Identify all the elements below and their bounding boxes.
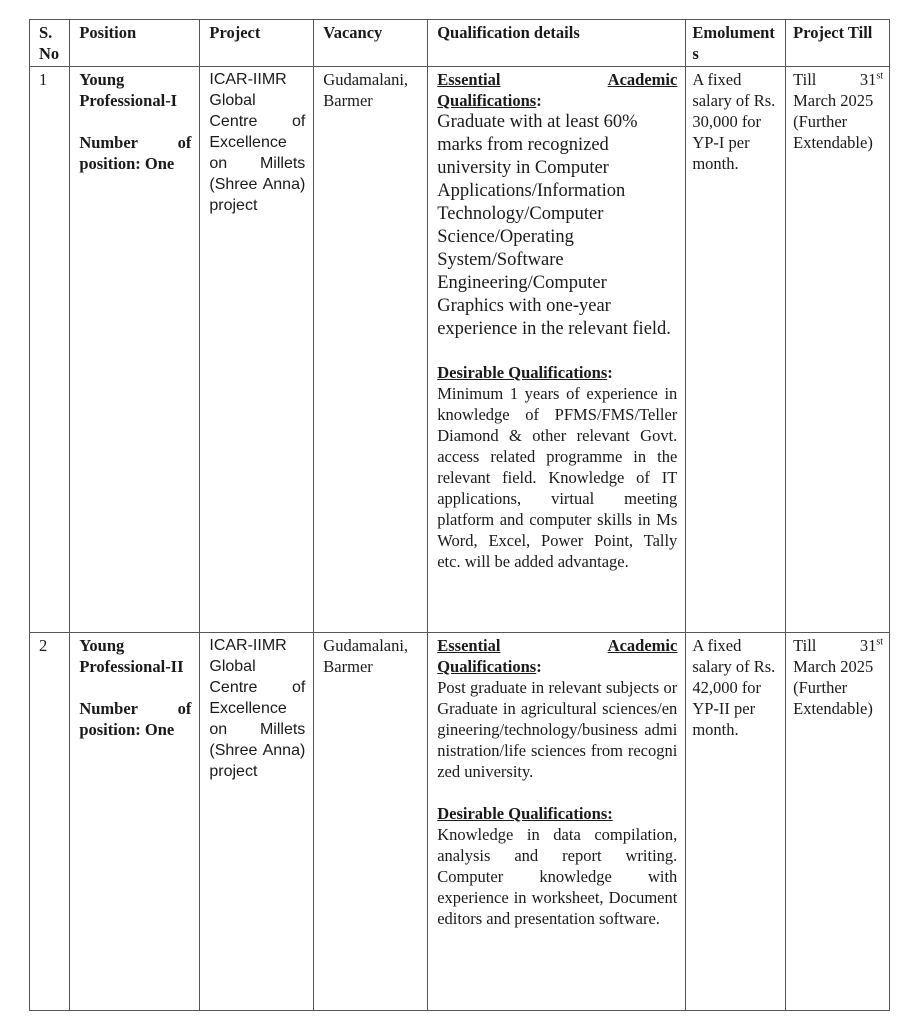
header-qualification: Qualification details [428, 20, 686, 67]
till-line: Till 31st [793, 70, 883, 89]
position-count [79, 698, 191, 740]
till-rest: March 2025 (Further Extendable) [793, 657, 874, 718]
essential-heading: Essential Academic [437, 70, 678, 89]
header-emoluments: Emoluments [686, 20, 786, 67]
essential-text: Graduate with at least 60% marks from recognized university in Computer Applications/Information Technology/Computer Science/Operating System/Software Engineering/Computer Graphics with one-year experience in the relevant field. [437, 112, 671, 339]
desirable-text: Minimum 1 years of experience in knowledge of PFMS/FMS/Teller Diamond & other relevant Govt. access related programme in the relevant field. Knowledge of IT applications, virtual meeting platform and computer skills in Ms Word, Excel, Power Point, Tally etc. will be added advantage. [437, 384, 678, 571]
document-page [29, 19, 890, 1011]
cell-project: ICAR-IIMR Global Centre of Excellence on Millets (Shree Anna) project [200, 633, 314, 1011]
cell-position [70, 633, 200, 1011]
cell-sno: 1 [30, 67, 70, 633]
position-title: Young Professional-II [79, 636, 184, 676]
cell-sno: 2 [30, 633, 70, 1011]
cell-vacancy: Gudamalani, Barmer [314, 633, 428, 1011]
desirable-heading: Desirable Qualifications: [437, 363, 613, 382]
essential-heading-cont: Qualifications: [437, 657, 542, 676]
desirable-heading: Desirable Qualifications: [437, 804, 613, 823]
position-count-value: position: One [79, 720, 175, 739]
cell-emoluments: A fixed salary of Rs. 42,000 for YP-II per month. [686, 633, 786, 1011]
till-line: Till 31st [793, 636, 883, 655]
cell-vacancy: Gudamalani, Barmer [314, 67, 428, 633]
cell-project: ICAR-IIMR Global Centre of Excellence on Millets (Shree Anna) project [200, 67, 314, 633]
cell-position [70, 67, 200, 633]
cell-project-till [786, 633, 890, 1011]
position-count-label: Number of [79, 133, 192, 152]
cell-emoluments: A fixed salary of Rs. 30,000 for YP-I per month. [686, 67, 786, 633]
header-sno: S. No [30, 20, 70, 67]
table-row [30, 67, 890, 633]
vacancy-table [29, 19, 890, 1011]
essential-text: Post graduate in relevant subjects or Graduate in agricultural sciences/engineering/technology/business administration/life sciences from recognized university. [437, 678, 678, 781]
header-vacancy: Vacancy [314, 20, 428, 67]
table-row [30, 633, 890, 1011]
header-position: Position [70, 20, 200, 67]
position-title: Young Professional-I [79, 70, 178, 110]
position-count [79, 132, 191, 174]
position-count-label: Number of [79, 699, 192, 718]
table-header-row [30, 20, 890, 67]
essential-heading-cont: Qualifications: [437, 91, 542, 110]
cell-project-till [786, 67, 890, 633]
essential-heading: Essential Academic [437, 636, 678, 655]
desirable-text: Knowledge in data compilation, analysis and report writing. Computer knowledge with experience in worksheet, Document editors and presentation software. [437, 825, 678, 928]
header-project: Project [200, 20, 314, 67]
cell-qualification [428, 67, 686, 633]
till-rest: March 2025 (Further Extendable) [793, 91, 874, 152]
position-count-value: position: One [79, 154, 175, 173]
header-project-till: Project Till [786, 20, 890, 67]
cell-qualification [428, 633, 686, 1011]
